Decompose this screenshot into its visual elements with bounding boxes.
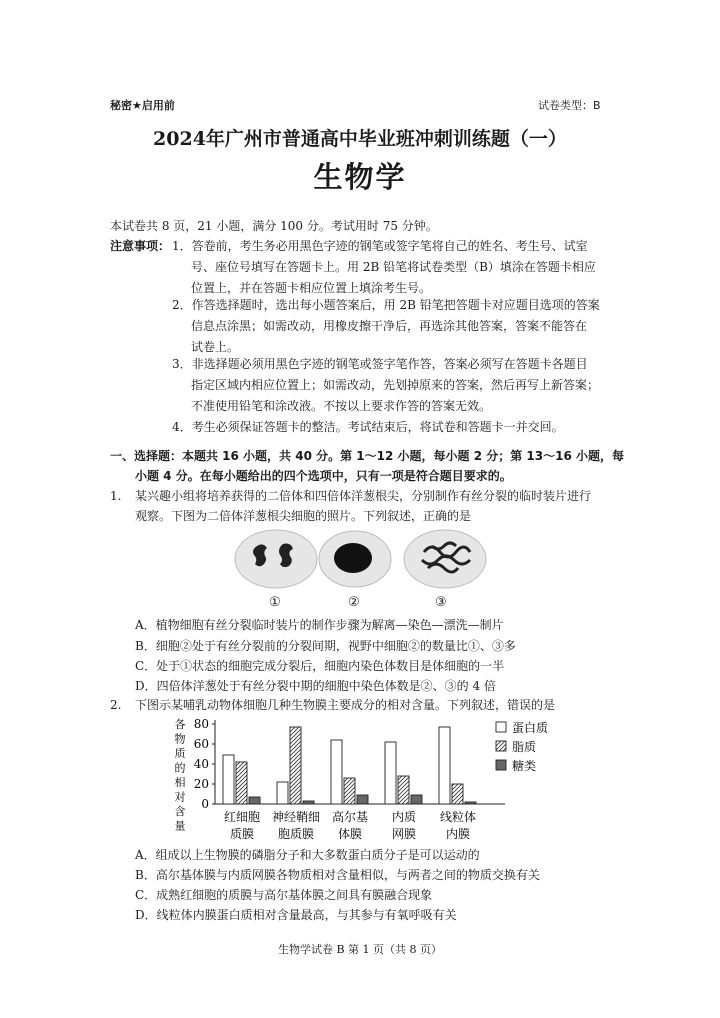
y-tick-label: 0: [201, 797, 209, 811]
bar-糖类: [465, 802, 476, 804]
q1-option-b: B．细胞②处于有丝分裂前的分裂间期，视野中细胞②的数量比①、③多: [135, 639, 516, 653]
bar-脂质: [344, 778, 355, 804]
x-category-label: 胞质膜: [277, 827, 315, 841]
note-1-line-1: 1．答卷前，考生务必用黑色字迹的钢笔或签字笔将自己的姓名、考生号、试室: [172, 239, 588, 253]
bar-脂质: [398, 776, 409, 804]
y-axis-label-char: 质: [174, 747, 186, 760]
page-footer: 生物学试卷 B 第 1 页（共 8 页）: [277, 943, 443, 956]
exam-title: 2024年广州市普通高中毕业班冲刺训练题（一）: [153, 128, 567, 150]
legend-swatch-脂质: [496, 741, 506, 751]
section-heading-line-2: 小题 4 分。在每小题给出的四个选项中，只有一项是符合题目要求的。: [135, 469, 512, 483]
legend-label: 蛋白质: [512, 721, 549, 735]
q1-option-d: D．四倍体洋葱处于有丝分裂中期的细胞中染色体数是②、③的 4 倍: [135, 679, 496, 693]
x-category-label: 内质: [391, 810, 417, 824]
cell-photo-1: [233, 528, 319, 590]
y-axis-label-char: 各: [174, 718, 186, 731]
note-3-line-1: 3．非选择题必须用黑色字迹的钢笔或签字笔作答，答案必须写在答题卡各题目: [172, 357, 588, 371]
q1-stem-line-1: 某兴趣小组将培养获得的二倍体和四倍体洋葱根尖，分别制作有丝分裂的临时装片进行: [135, 489, 592, 503]
subject-title: 生物学: [313, 160, 407, 194]
q2-option-c: C．成熟红细胞的质膜与高尔基体膜之间具有膜融合现象: [135, 888, 433, 902]
cell-photo-3: [402, 528, 488, 590]
bar-脂质: [290, 727, 301, 804]
q2-option-b: B．高尔基体膜与内质网膜各物质相对含量相似，与两者之间的物质交换有关: [135, 868, 540, 882]
paper-type-label: 试卷类型：B: [538, 99, 601, 112]
bar-脂质: [452, 784, 463, 804]
y-axis-label-char: 的: [174, 761, 186, 775]
section-heading-line-1: 一、选择题：本题共 16 小题，共 40 分。第 1～12 小题，每小题 2 分；第 13～16 小题，每: [110, 449, 624, 463]
cell-label-2: ②: [348, 595, 360, 610]
legend-swatch-糖类: [496, 760, 506, 770]
x-category-label: 线粒体: [439, 810, 477, 824]
confidential-label: 秘密★启用前: [110, 99, 175, 112]
q2-stem: 下图示某哺乳动物体细胞几种生物膜主要成分的相对含量。下列叙述，错误的是: [135, 698, 556, 712]
q1-number: 1.: [110, 489, 122, 503]
exam-summary: 本试卷共 8 页，21 小题，满分 100 分。考试用时 75 分钟。: [110, 219, 438, 233]
bar-糖类: [357, 795, 368, 804]
y-axis-label-char: 量: [174, 819, 186, 833]
x-category-label: 内膜: [445, 827, 471, 841]
y-tick-label: 40: [193, 757, 209, 771]
note-3-line-3: 不准使用铅笔和涂改液。不按以上要求作答的答案无效。: [191, 399, 492, 413]
bar-蛋白质: [331, 740, 342, 804]
q1-option-c: C．处于①状态的细胞完成分裂后，细胞内染色体数目是体细胞的一半: [135, 659, 505, 673]
q2-option-d: D．线粒体内膜蛋白质相对含量最高，与其参与有氧呼吸有关: [135, 908, 457, 922]
x-category-label: 质膜: [229, 827, 255, 841]
bar-蛋白质: [439, 727, 450, 804]
note-2-line-2: 信息点涂黑；如需改动，用橡皮擦干净后，再选涂其他答案，答案不能答在: [191, 319, 588, 333]
bar-糖类: [303, 801, 314, 804]
q1-stem-line-2: 观察。下图为二倍体洋葱根尖细胞的照片。下列叙述，正确的是: [135, 509, 472, 523]
bar-蛋白质: [385, 742, 396, 804]
y-tick-label: 20: [193, 777, 209, 791]
legend-label: 脂质: [512, 740, 537, 754]
cell-label-3: ③: [435, 595, 447, 610]
y-axis-label-char: 物: [174, 732, 186, 746]
bar-蛋白质: [277, 782, 288, 804]
q2-number: 2.: [110, 698, 122, 712]
note-2-line-1: 2．作答选择题时，选出每小题答案后，用 2B 铅笔把答题卡对应题目选项的答案: [172, 298, 600, 312]
x-category-label: 红细胞: [223, 810, 261, 824]
membrane-composition-chart: [160, 714, 580, 846]
x-category-label: 神经鞘细: [271, 810, 321, 824]
q2-option-a: A．组成以上生物膜的磷脂分子和大多数蛋白质分子是可以运动的: [135, 848, 480, 862]
cell-photo-2: [318, 528, 393, 590]
y-tick-label: 60: [193, 737, 209, 751]
x-category-label: 体膜: [337, 827, 363, 841]
bar-糖类: [411, 795, 422, 804]
note-1-line-2: 号、座位号填写在答题卡上。用 2B 铅笔将试卷类型（B）填涂在答题卡相应: [191, 260, 596, 274]
q1-option-a: A．植物细胞有丝分裂临时装片的制作步骤为解离—染色—漂洗—制片: [135, 618, 504, 632]
legend-swatch-蛋白质: [496, 722, 506, 732]
note-4-line-1: 4．考生必须保证答题卡的整洁。考试结束后，将试卷和答题卡一并交回。: [172, 420, 564, 434]
note-3-line-2: 指定区域内相应位置上；如需改动，先划掉原来的答案，然后再写上新答案；: [191, 378, 600, 392]
y-axis-label-char: 对: [174, 790, 186, 804]
cell-label-1: ①: [269, 595, 281, 610]
bar-蛋白质: [223, 755, 234, 804]
note-2-line-3: 试卷上。: [191, 340, 240, 354]
y-axis-label-char: 相: [174, 776, 186, 789]
notes-label: 注意事项：: [110, 239, 171, 253]
x-category-label: 高尔基: [331, 810, 369, 824]
bar-糖类: [249, 797, 260, 804]
bar-脂质: [236, 762, 247, 804]
legend-label: 糖类: [512, 759, 537, 773]
y-axis-label-char: 含: [174, 805, 186, 818]
note-1-line-3: 位置上，并在答题卡相应位置上填涂考生号。: [191, 281, 432, 295]
x-category-label: 网膜: [391, 827, 417, 841]
y-tick-label: 80: [193, 717, 209, 731]
